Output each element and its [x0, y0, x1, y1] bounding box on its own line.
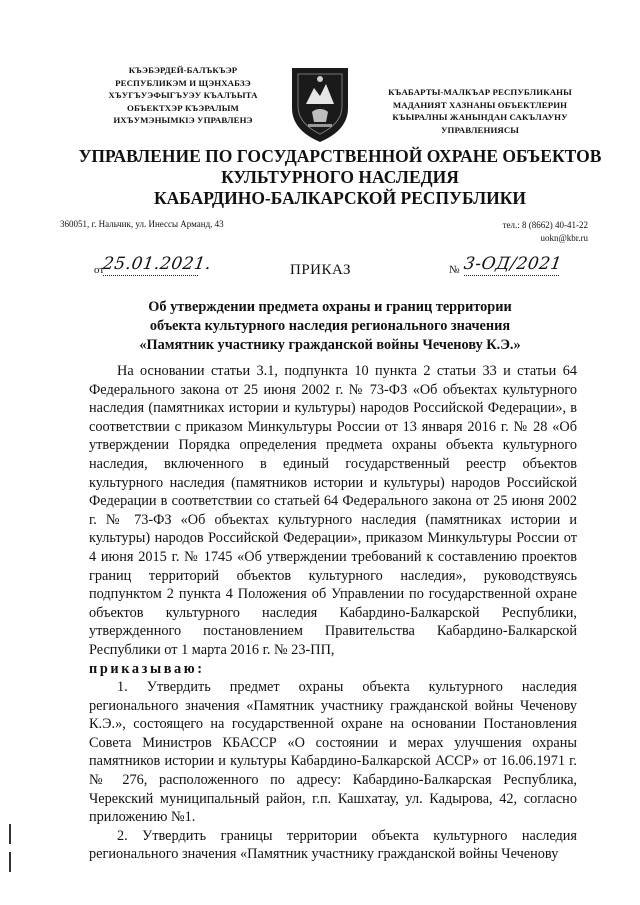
agency-title-line: УПРАВЛЕНИЕ ПО ГОСУДАРСТВЕННОЙ ОХРАНЕ ОБЪЕКТОВ	[78, 146, 602, 166]
subject-line: объекта культурного наследия регионального значения	[149, 318, 511, 334]
date-prefix: от	[94, 264, 105, 276]
dept-line: КЪАБАРТЫ-МАЛКЪАР РЕСПУБЛИКАНЫ	[388, 87, 572, 97]
agency-title	[60, 146, 620, 209]
order-item-1: 1. Утвердить предмет охраны объекта культурного наследия регионального значения «Памятник участнику гражданской войны Чеченову К.Э.», состоящего на государственной охране на основании Постановления Совета Министров КБАССР «О состоянии и мерах улучшения охраны памятников истории и культуры Кабардино-Балкарской АССР» от 16.06.1971 г. № 276, расположенного по адресу: Кабардино-Балкарская Республика, Черекский муниципальный район, г.п. Кашхатау, ул. Кадырова, 42, согласно приложению №1.	[89, 679, 577, 826]
dept-line: ХЪУГЪУЭФЫГЪУЭУ КЪАЛЪЫТА	[108, 90, 258, 101]
coat-of-arms-emblem	[288, 62, 352, 144]
order-number: 3-ОД/2021	[462, 254, 564, 274]
preamble-paragraph: На основании статьи 3.1, подпункта 10 пункта 2 статьи 33 и статьи 64 Федерального закона от 25 июня 2002 г. № 73-ФЗ «Об объектах культурного наследия (памятниках истории и культуры) народов Российской Федерации», в соответствии с приказом Минкультуры России от 13 января 2016 г. № 28 «Об утверждении Порядка определения предмета охраны объекта культурного наследия, включенного в единый государственный реестр объектов культурного наследия (памятников истории и культуры) народов Российской Федерации в соответствии со статьей 64 Федерального закона от 25 июня 2002 г. № 73-ФЗ «Об объектах культурного наследия (памятниках истории и культуры) народов Российской Федерации», приказом Минкультуры России от 4 июня 2015 г. № 1745 «Об утверждении требований к составлению проектов границ территорий объектов культурного наследия», руководствуясь подпунктом 2 пункта 4 Положения об Управлении по государственной охране объектов культурного наследия Кабардино-Балкарской Республики, утвержденного постановлением Правительства Кабардино-Балкарской Республики от 1 марта 2016 г. № 23-ПП,	[89, 363, 577, 658]
scan-margin-mark	[9, 824, 11, 844]
dept-line: РЕСПУБЛИКЭМ И ЩЭНХАБЗЭ	[115, 77, 251, 88]
dept-name-kabardian	[92, 64, 274, 127]
agency-title-line: КАБАРДИНО-БАЛКАРСКОЙ РЕСПУБЛИКИ	[153, 188, 527, 208]
dept-line: МАДАНИЯТ ХАЗНАНЫ ОБЪЕКТЛЕРИН	[392, 99, 568, 110]
agency-address: 360051, г. Нальчик, ул. Инессы Арманд, 43	[60, 219, 224, 229]
dept-name-balkar	[380, 86, 580, 136]
dept-line: КЪЭБЭРДЕЙ-БАЛЪКЪЭР	[128, 65, 238, 75]
agency-contacts	[503, 219, 588, 245]
order-item-2: 2. Утвердить границы территории объекта культурного наследия регионального значения «Памятник участнику гражданской войны Чеченову	[89, 827, 577, 863]
dept-line: УПРАВЛЕНИЯСЫ	[440, 124, 520, 135]
order-date: 25.01.2021.	[101, 254, 213, 274]
order-body	[89, 362, 577, 864]
subject-line: «Памятник участнику гражданской войны Чеченову К.Э.»	[139, 337, 521, 353]
number-underline	[464, 275, 559, 276]
command-line	[89, 660, 577, 679]
dept-line: ОБЪЕКТХЭР КЪЭРАЛЫМ	[127, 102, 239, 113]
document-type: ПРИКАЗ	[290, 262, 351, 278]
date-underline	[103, 275, 198, 276]
order-subject	[100, 298, 560, 355]
agency-email: uokn@kbr.ru	[540, 233, 588, 243]
dept-line: ИХЪУМЭНЫМКIЭ УПРАВЛЕНЭ	[113, 115, 253, 126]
command-word: приказываю:	[89, 660, 205, 677]
scan-margin-mark	[9, 852, 11, 872]
agency-title-line: КУЛЬТУРНОГО НАСЛЕДИЯ	[221, 167, 459, 187]
dept-line: КЪЫРАЛНЫ ЖАНЫНДАН САКЪЛАУНУ	[392, 112, 568, 123]
agency-phone: тел.: 8 (8662) 40-41-22	[502, 220, 588, 230]
subject-line: Об утверждении предмета охраны и границ территории	[148, 299, 512, 315]
number-prefix: №	[449, 264, 460, 276]
